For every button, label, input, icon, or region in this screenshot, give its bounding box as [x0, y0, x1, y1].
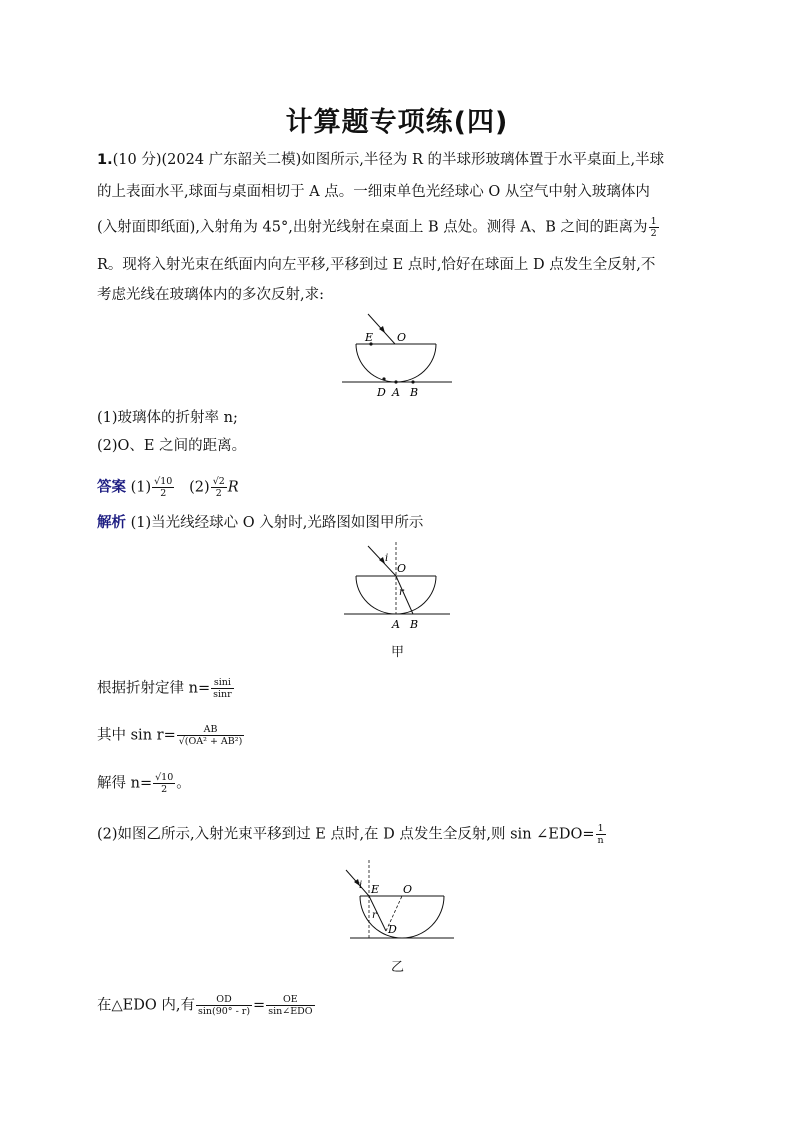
law-line: [97, 677, 235, 700]
part2-line: [97, 823, 607, 846]
triangle-line: [97, 994, 316, 1017]
point-a-dot: [394, 380, 397, 383]
question-number: 1.: [97, 152, 113, 168]
fraction-half: $\frac{1}{2}$: [650, 216, 657, 239]
point-b-dot: [411, 380, 414, 383]
triangle-fraction-1: $\frac{OD}{\sin(90^\circ - r)}$: [197, 994, 251, 1017]
law-fraction: $\frac{\sin i}{\sin r}$: [213, 677, 232, 700]
label-o: O: [403, 883, 413, 896]
label-a: A: [392, 386, 400, 399]
page-title: 计算题专项练(四): [285, 107, 509, 138]
answer-part2-fraction: $\frac{√2}{2}$: [212, 476, 225, 499]
solve-fraction: $\frac{√10}{2}$: [155, 772, 174, 795]
question-text-4: R。现将入射光束在纸面内向左平移,平移到过 E 点时,恰好在球面上 D 点发生全反射,不: [97, 257, 656, 273]
answer-part2-suffix: R: [227, 479, 239, 496]
analysis-line-1: [97, 513, 423, 533]
sin-prefix: 其中 sin r=: [97, 727, 176, 744]
law-prefix: 根据折射定律 n=: [97, 680, 211, 697]
label-r: r: [372, 910, 377, 921]
triangle-fraction-2: $\frac{OE}{\text{sin∠EDO}}$: [268, 994, 313, 1017]
question-text-2: 的上表面水平,球面与桌面相切于 A 点。一细束单色光经球心 O 从空气中射入玻璃体内: [97, 184, 650, 200]
sub-question-2: (2)O、E 之间的距离。: [97, 438, 247, 454]
label-b: B: [410, 618, 419, 631]
hemisphere-arc: [356, 344, 436, 382]
figure-jia-caption: 甲: [391, 645, 405, 660]
label-d: D: [377, 386, 386, 399]
triangle-equals: =: [253, 997, 266, 1014]
point-d-dot: [382, 377, 385, 380]
solve-line: [97, 772, 191, 795]
label-o: O: [397, 331, 407, 344]
sin-fraction: $\frac{AB}{\text{√(OA² + AB²)}}$: [178, 724, 243, 747]
answer-part1-prefix: (1): [130, 479, 152, 496]
label-i: i: [359, 880, 363, 891]
solve-suffix: 。: [176, 775, 191, 792]
triangle-prefix: 在△EDO 内,有: [97, 997, 195, 1014]
label-b: B: [410, 386, 419, 399]
question-text-3: (入射面即纸面),入射角为 45°,出射光线射在桌面上 B 点处。测得 A、B 之间的距离为: [97, 219, 648, 236]
question-line-1: [97, 150, 664, 170]
answer-part1-fraction: $\frac{√10}{2}$: [154, 476, 173, 499]
sin-line: [97, 724, 245, 747]
analysis-label: 解析: [97, 515, 126, 531]
part2-text: (2)如图乙所示,入射光束平移到过 E 点时,在 D 点发生全反射,则 sin ∠EDO=: [97, 826, 595, 843]
label-o: O: [397, 562, 407, 575]
answer-label: 答案: [97, 479, 126, 496]
label-a: A: [392, 618, 400, 631]
figure-yi: [340, 858, 460, 944]
label-i: i: [385, 553, 389, 564]
label-r: r: [399, 587, 404, 598]
analysis-text-1: (1)当光线经球心 O 入射时,光路图如图甲所示: [130, 515, 424, 531]
solve-prefix: 解得 n=: [97, 775, 153, 792]
answer-part2-prefix: (2): [189, 479, 210, 496]
part2-fraction: $\frac{1}{n}$: [597, 823, 604, 846]
sub-question-1: (1)玻璃体的折射率 n;: [97, 410, 238, 426]
label-e: E: [371, 883, 380, 896]
label-d: D: [388, 923, 397, 936]
label-e: E: [365, 331, 374, 344]
question-text-5: 考虑光线在玻璃体内的多次反射,求:: [97, 287, 324, 303]
figure-jia: [340, 540, 460, 632]
question-text-1: (10 分)(2024 广东韶关二模)如图所示,半径为 R 的半球形玻璃体置于水平桌面上,半球: [112, 152, 665, 168]
question-line-3: [97, 216, 660, 239]
question-figure: [340, 308, 460, 400]
figure-yi-caption: 乙: [391, 960, 405, 975]
answer-line: [97, 476, 239, 499]
